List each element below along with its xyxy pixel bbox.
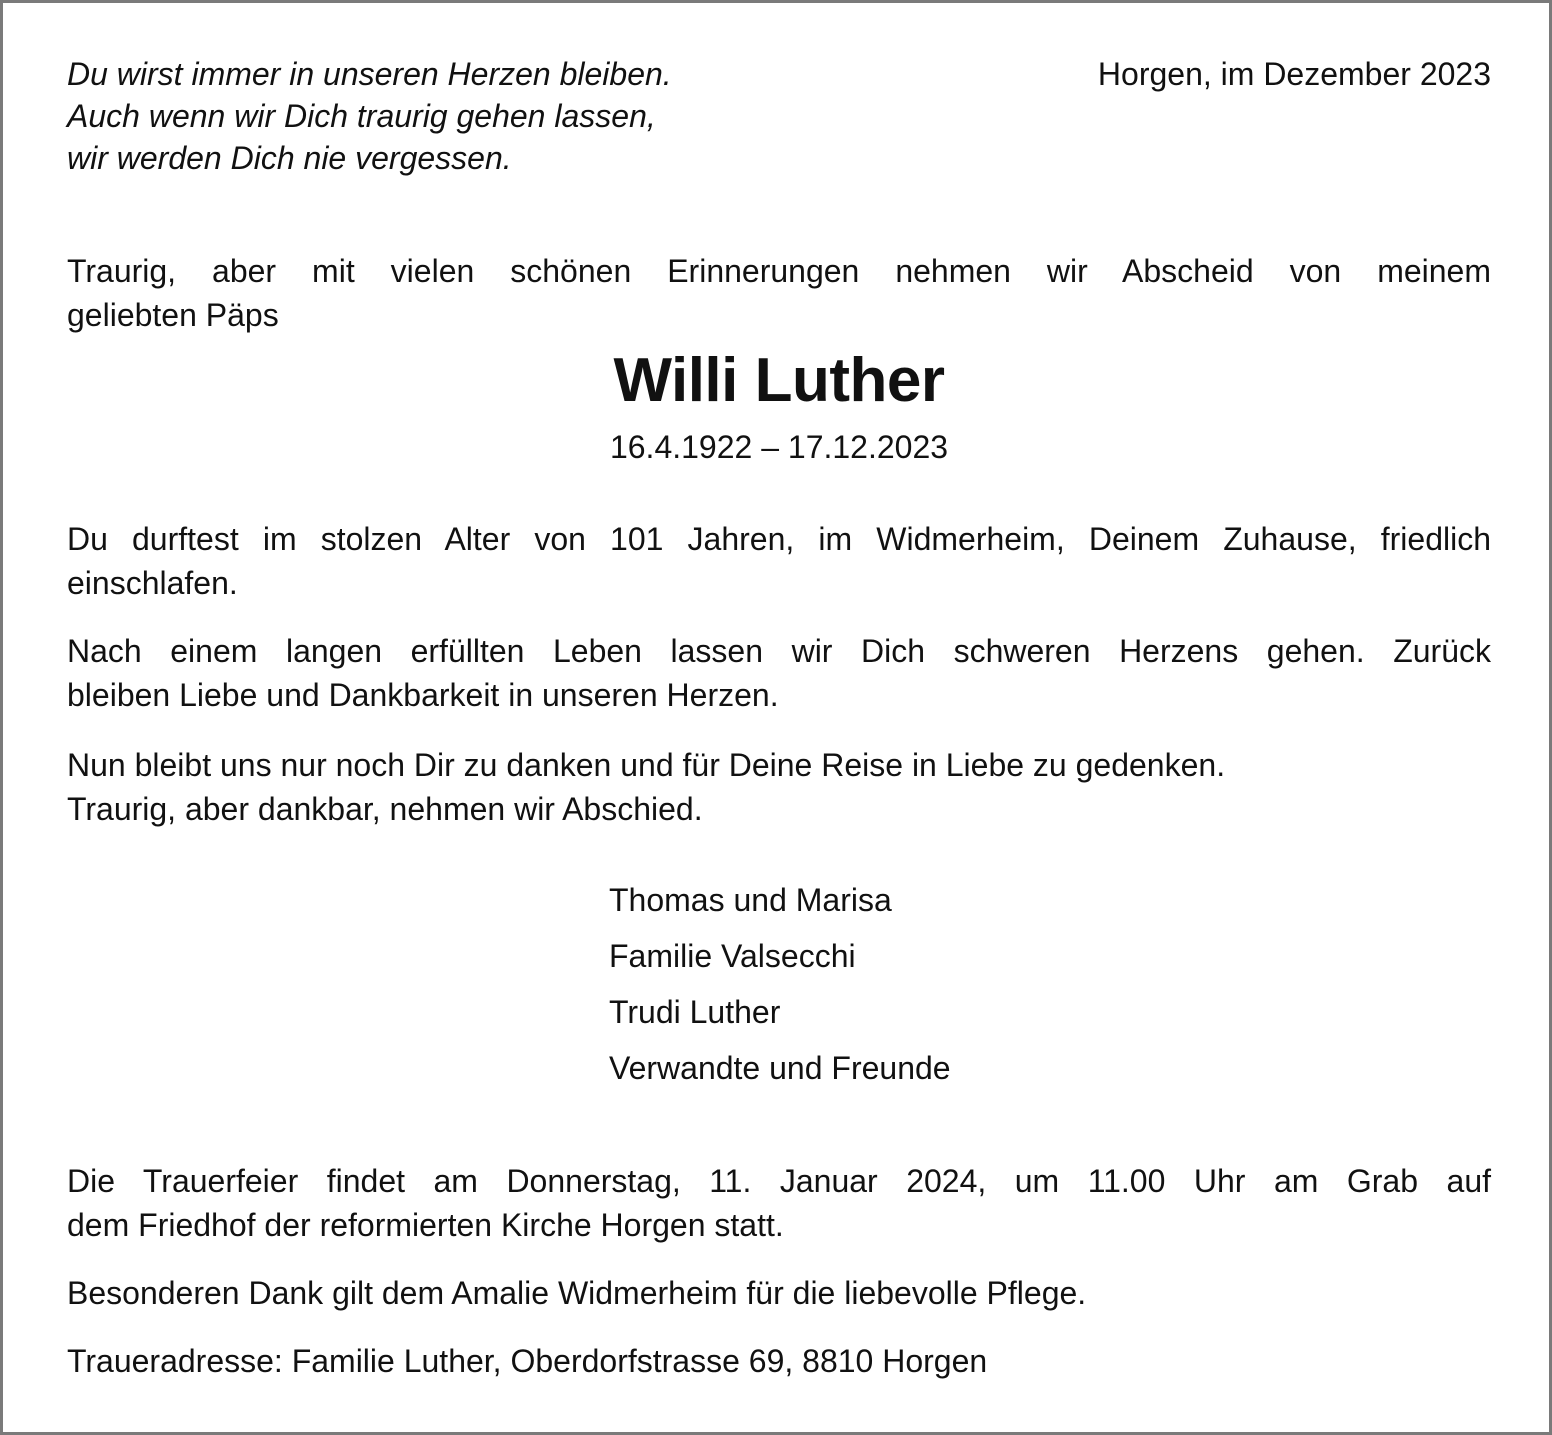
mourning-address: Traueradresse: Familie Luther, Oberdorfstrasse 69, 8810 Horgen: [67, 1343, 988, 1379]
intro-text: [67, 249, 1491, 337]
intro-line-1: Traurig, aber mit vielen schönen Erinnerungen nehmen wir Abscheid von meinem: [67, 253, 1491, 289]
notice-content: [67, 3, 1491, 1432]
service-info: [67, 1159, 1491, 1247]
signer-4: Verwandte und Freunde: [609, 1050, 951, 1086]
paragraph-2-line-2: bleiben Liebe und Dankbarkeit in unseren Herzen.: [67, 677, 779, 713]
paragraph-3-line-2: Traurig, aber dankbar, nehmen wir Abschied.: [67, 791, 703, 827]
signer-1: Thomas und Marisa: [609, 882, 892, 918]
life-dates: 16.4.1922 – 17.12.2023: [609, 429, 949, 465]
paragraph-2-line-1: Nach einem langen erfüllten Leben lassen wir Dich schweren Herzens gehen. Zurück: [67, 633, 1491, 669]
signer-3: Trudi Luther: [609, 994, 781, 1030]
paragraph-2: [67, 629, 1491, 717]
poem-line-3: wir werden Dich nie vergessen.: [67, 140, 512, 176]
poem-line-1: Du wirst immer in unseren Herzen bleiben.: [67, 56, 672, 92]
signer-2: Familie Valsecchi: [609, 938, 856, 974]
service-line-2: dem Friedhof der reformierten Kirche Horgen statt.: [67, 1207, 784, 1243]
service-line-1: Die Trauerfeier findet am Donnerstag, 11. Januar 2024, um 11.00 Uhr am Grab auf: [67, 1163, 1491, 1199]
deceased-name: Willi Luther: [613, 346, 945, 415]
paragraph-3-line-1: Nun bleibt uns nur noch Dir zu danken und für Deine Reise in Liebe zu gedenken.: [67, 747, 1226, 783]
paragraph-1: [67, 517, 1491, 605]
intro-line-2: geliebten Päps: [67, 297, 279, 333]
paragraph-1-line-2: einschlafen.: [67, 565, 238, 601]
thanks-text: Besonderen Dank gilt dem Amalie Widmerheim für die liebevolle Pflege.: [67, 1275, 1087, 1311]
paragraph-1-line-1: Du durftest im stolzen Alter von 101 Jahren, im Widmerheim, Deinem Zuhause, friedlich: [67, 521, 1491, 557]
place-date: Horgen, im Dezember 2023: [1097, 56, 1491, 92]
poem-line-2: Auch wenn wir Dich traurig gehen lassen,: [67, 98, 656, 134]
